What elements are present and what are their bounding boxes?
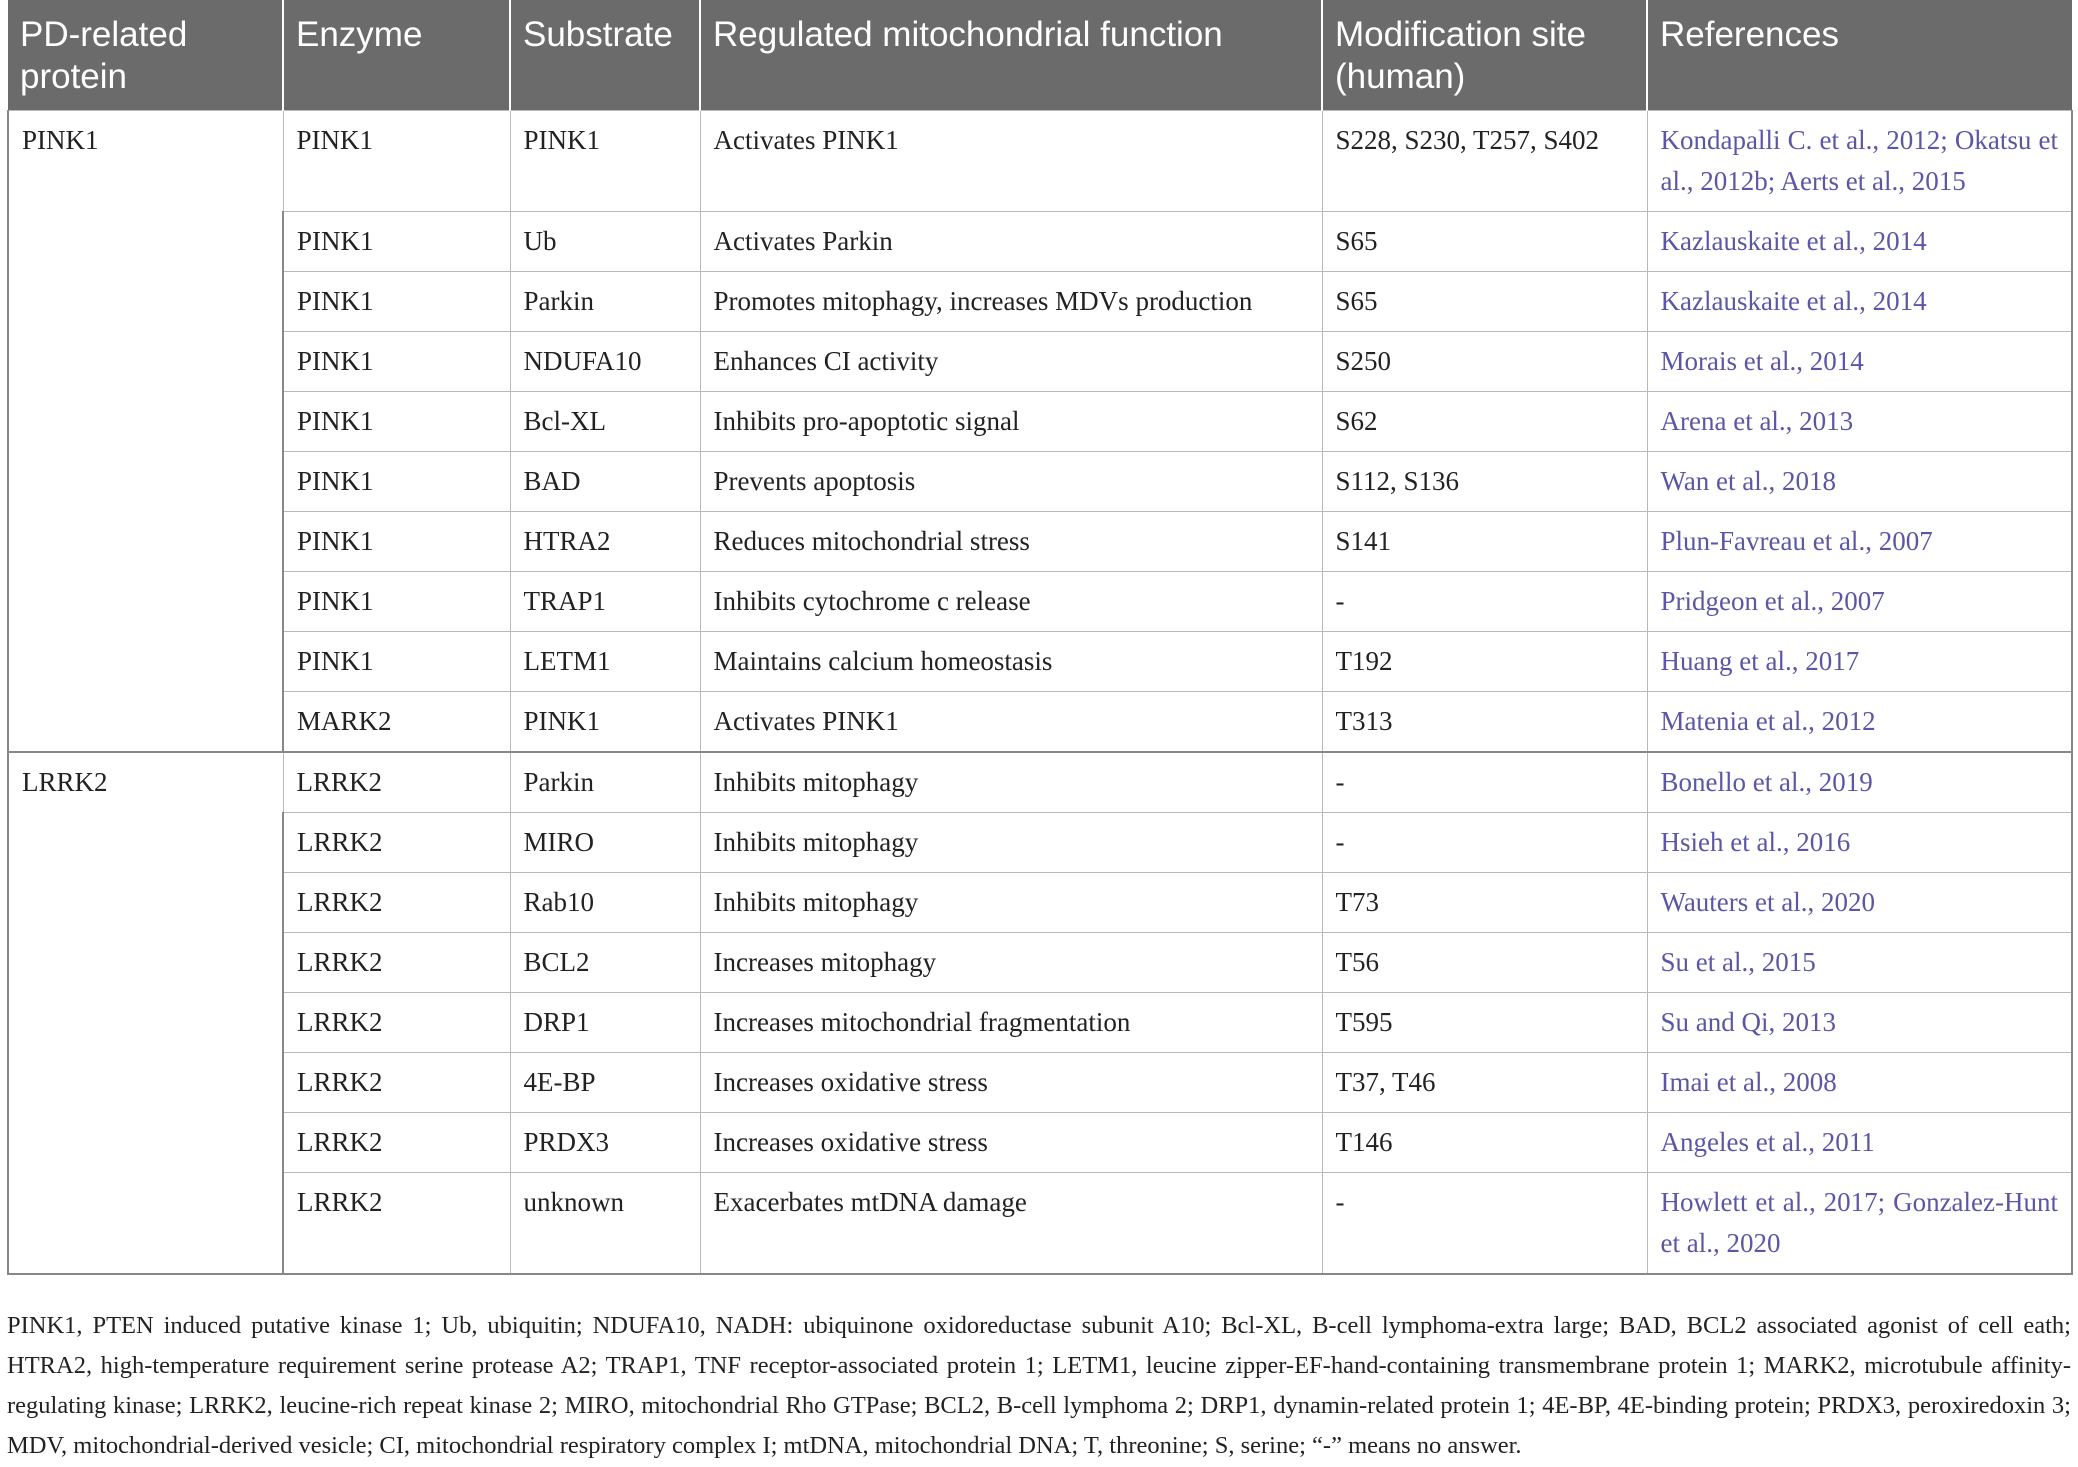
cell-enzyme: PINK1 <box>283 332 510 392</box>
cell-enzyme: PINK1 <box>283 212 510 272</box>
cell-modification-site: S141 <box>1322 512 1647 572</box>
column-header-references: References <box>1647 0 2072 111</box>
cell-modification-site: S62 <box>1322 392 1647 452</box>
cell-enzyme: PINK1 <box>283 392 510 452</box>
cell-substrate: PRDX3 <box>510 1113 700 1173</box>
cell-references[interactable]: Bonello et al., 2019 <box>1647 752 2072 813</box>
cell-modification-site: T56 <box>1322 933 1647 993</box>
cell-enzyme: PINK1 <box>283 512 510 572</box>
cell-regulated-function: Reduces mitochondrial stress <box>700 512 1322 572</box>
table-footnote: PINK1, PTEN induced putative kinase 1; Ub, ubiquitin; NDUFA10, NADH: ubiquinone oxidoreductase subunit A10; Bcl-XL, B-cell lymphoma-extra large; BAD, BCL2 associated agonist of cell eath; HTRA2, high-temperature requirement serine protease A2; TRAP1, TNF receptor-associated protein 1; LETM1, leucine zipper-EF-hand-containing transmembrane protein 1; MARK2, microtubule affinity-regulating kinase; LRRK2, leucine-rich repeat kinase 2; MIRO, mitochondrial Rho GTPase; BCL2, B-cell lymphoma 2; DRP1, dynamin-related protein 1; 4E-BP, 4E-binding protein; PRDX3, peroxiredoxin 3; MDV, mitochondrial-derived vesicle; CI, mitochondrial respiratory complex I; mtDNA, mitochondrial DNA; T, threonine; S, serine; “-” means no answer. <box>7 1312 2071 1459</box>
cell-enzyme: PINK1 <box>283 452 510 512</box>
table-row <box>8 212 2072 272</box>
cell-regulated-function: Increases mitochondrial fragmentation <box>700 993 1322 1053</box>
table-row <box>8 993 2072 1053</box>
table-row <box>8 392 2072 452</box>
cell-regulated-function: Inhibits mitophagy <box>700 813 1322 873</box>
cell-references[interactable]: Arena et al., 2013 <box>1647 392 2072 452</box>
cell-enzyme: LRRK2 <box>283 993 510 1053</box>
table-row <box>8 873 2072 933</box>
cell-regulated-function: Exacerbates mtDNA damage <box>700 1173 1322 1275</box>
table-row <box>8 632 2072 692</box>
cell-enzyme: PINK1 <box>283 572 510 632</box>
cell-regulated-function: Maintains calcium homeostasis <box>700 632 1322 692</box>
column-header-pd-related-protein: PD-related protein <box>8 0 283 111</box>
table-row <box>8 272 2072 332</box>
cell-modification-site: - <box>1322 1173 1647 1275</box>
cell-references[interactable]: Wan et al., 2018 <box>1647 452 2072 512</box>
cell-substrate: DRP1 <box>510 993 700 1053</box>
cell-references[interactable]: Matenia et al., 2012 <box>1647 692 2072 753</box>
cell-substrate: unknown <box>510 1173 700 1275</box>
cell-modification-site: - <box>1322 572 1647 632</box>
cell-regulated-function: Activates PINK1 <box>700 692 1322 753</box>
table-row <box>8 111 2072 212</box>
cell-substrate: Parkin <box>510 272 700 332</box>
cell-references[interactable]: Su et al., 2015 <box>1647 933 2072 993</box>
cell-enzyme: LRRK2 <box>283 1173 510 1275</box>
table-container <box>7 0 2071 1275</box>
cell-enzyme: LRRK2 <box>283 813 510 873</box>
cell-modification-site: - <box>1322 752 1647 813</box>
cell-substrate: PINK1 <box>510 111 700 212</box>
cell-references[interactable]: Huang et al., 2017 <box>1647 632 2072 692</box>
table-row <box>8 752 2072 813</box>
cell-pd-related-protein: LRRK2 <box>8 752 283 1274</box>
column-header-modification-site: Modification site (human) <box>1322 0 1647 111</box>
table-row <box>8 1053 2072 1113</box>
cell-references[interactable]: Wauters et al., 2020 <box>1647 873 2072 933</box>
cell-regulated-function: Inhibits pro-apoptotic signal <box>700 392 1322 452</box>
cell-references[interactable]: Kazlauskaite et al., 2014 <box>1647 212 2072 272</box>
cell-enzyme: LRRK2 <box>283 1113 510 1173</box>
column-header-regulated-function: Regulated mitochondrial function <box>700 0 1322 111</box>
cell-enzyme: LRRK2 <box>283 933 510 993</box>
table-row <box>8 572 2072 632</box>
cell-modification-site: - <box>1322 813 1647 873</box>
cell-substrate: Ub <box>510 212 700 272</box>
cell-references[interactable]: Su and Qi, 2013 <box>1647 993 2072 1053</box>
cell-enzyme: PINK1 <box>283 111 510 212</box>
column-header-enzyme: Enzyme <box>283 0 510 111</box>
cell-references[interactable]: Pridgeon et al., 2007 <box>1647 572 2072 632</box>
cell-regulated-function: Increases oxidative stress <box>700 1053 1322 1113</box>
header-row <box>8 0 2072 111</box>
table-row <box>8 332 2072 392</box>
cell-modification-site: S65 <box>1322 212 1647 272</box>
cell-enzyme: PINK1 <box>283 632 510 692</box>
cell-modification-site: T146 <box>1322 1113 1647 1173</box>
cell-regulated-function: Activates Parkin <box>700 212 1322 272</box>
cell-references[interactable]: Howlett et al., 2017; Gonzalez-Hunt et al., 2020 <box>1647 1173 2072 1275</box>
cell-substrate: TRAP1 <box>510 572 700 632</box>
cell-regulated-function: Increases oxidative stress <box>700 1113 1322 1173</box>
cell-regulated-function: Inhibits mitophagy <box>700 752 1322 813</box>
table-row <box>8 813 2072 873</box>
cell-enzyme: LRRK2 <box>283 1053 510 1113</box>
cell-enzyme: LRRK2 <box>283 752 510 813</box>
cell-modification-site: S112, S136 <box>1322 452 1647 512</box>
cell-regulated-function: Inhibits cytochrome c release <box>700 572 1322 632</box>
cell-references[interactable]: Morais et al., 2014 <box>1647 332 2072 392</box>
cell-regulated-function: Increases mitophagy <box>700 933 1322 993</box>
table-body <box>8 111 2072 1275</box>
cell-regulated-function: Promotes mitophagy, increases MDVs production <box>700 272 1322 332</box>
cell-regulated-function: Activates PINK1 <box>700 111 1322 212</box>
cell-references[interactable]: Angeles et al., 2011 <box>1647 1113 2072 1173</box>
cell-modification-site: T313 <box>1322 692 1647 753</box>
cell-modification-site: T595 <box>1322 993 1647 1053</box>
cell-regulated-function: Inhibits mitophagy <box>700 873 1322 933</box>
cell-substrate: BAD <box>510 452 700 512</box>
cell-regulated-function: Enhances CI activity <box>700 332 1322 392</box>
cell-enzyme: LRRK2 <box>283 873 510 933</box>
table-row <box>8 933 2072 993</box>
cell-substrate: BCL2 <box>510 933 700 993</box>
cell-regulated-function: Prevents apoptosis <box>700 452 1322 512</box>
cell-substrate: PINK1 <box>510 692 700 753</box>
cell-enzyme: PINK1 <box>283 272 510 332</box>
cell-modification-site: S65 <box>1322 272 1647 332</box>
cell-modification-site: T73 <box>1322 873 1647 933</box>
cell-modification-site: S228, S230, T257, S402 <box>1322 111 1647 212</box>
cell-references[interactable]: Plun-Favreau et al., 2007 <box>1647 512 2072 572</box>
data-table <box>7 0 2073 1275</box>
table-header <box>8 0 2072 111</box>
table-row <box>8 692 2072 753</box>
table-row <box>8 452 2072 512</box>
cell-modification-site: S250 <box>1322 332 1647 392</box>
cell-pd-related-protein: PINK1 <box>8 111 283 753</box>
cell-substrate: MIRO <box>510 813 700 873</box>
cell-references[interactable]: Hsieh et al., 2016 <box>1647 813 2072 873</box>
table-row <box>8 1113 2072 1173</box>
column-header-substrate: Substrate <box>510 0 700 111</box>
table-row <box>8 1173 2072 1275</box>
cell-substrate: 4E-BP <box>510 1053 700 1113</box>
cell-references[interactable]: Imai et al., 2008 <box>1647 1053 2072 1113</box>
cell-substrate: Rab10 <box>510 873 700 933</box>
cell-references[interactable]: Kondapalli C. et al., 2012; Okatsu et al., 2012b; Aerts et al., 2015 <box>1647 111 2072 212</box>
cell-modification-site: T192 <box>1322 632 1647 692</box>
table-row <box>8 512 2072 572</box>
cell-modification-site: T37, T46 <box>1322 1053 1647 1113</box>
cell-enzyme: MARK2 <box>283 692 510 753</box>
cell-substrate: LETM1 <box>510 632 700 692</box>
cell-substrate: HTRA2 <box>510 512 700 572</box>
cell-substrate: Parkin <box>510 752 700 813</box>
cell-substrate: NDUFA10 <box>510 332 700 392</box>
cell-substrate: Bcl-XL <box>510 392 700 452</box>
cell-references[interactable]: Kazlauskaite et al., 2014 <box>1647 272 2072 332</box>
